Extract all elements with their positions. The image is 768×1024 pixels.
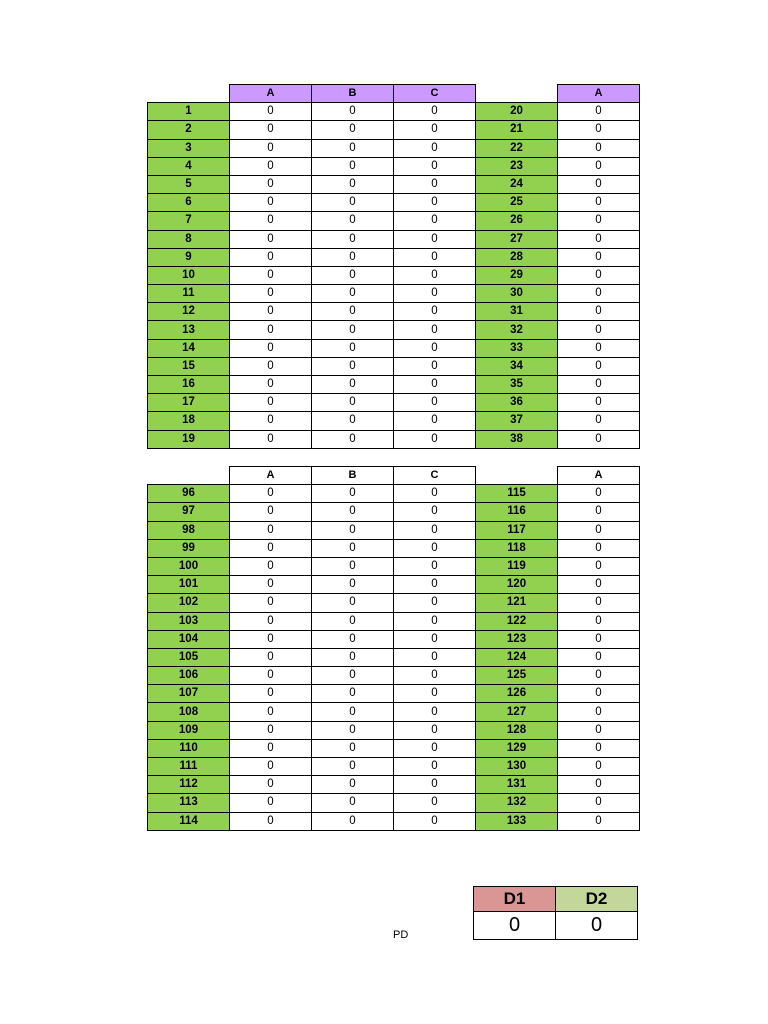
value-cell-a[interactable]: 0 xyxy=(230,285,312,303)
table-row xyxy=(148,121,640,139)
value-cell-a[interactable]: 0 xyxy=(230,539,312,557)
value-cell-a[interactable]: 0 xyxy=(230,139,312,157)
column-header-a: A xyxy=(230,467,312,485)
row-number-left: 111 xyxy=(148,758,230,776)
value-cell-b[interactable]: 0 xyxy=(312,194,394,212)
value-cell-a[interactable]: 0 xyxy=(230,394,312,412)
value-cell-c[interactable]: 0 xyxy=(394,758,476,776)
column-header-a: A xyxy=(230,85,312,103)
row-number-left: 107 xyxy=(148,685,230,703)
value-cell-a-right[interactable]: 0 xyxy=(558,230,640,248)
value-cell-a-right[interactable]: 0 xyxy=(558,430,640,448)
row-number-right: 131 xyxy=(476,776,558,794)
row-number-right: 31 xyxy=(476,303,558,321)
row-number-right: 125 xyxy=(476,667,558,685)
score-table-2 xyxy=(147,466,640,831)
value-cell-c[interactable]: 0 xyxy=(394,539,476,557)
value-cell-b[interactable]: 0 xyxy=(312,521,394,539)
value-cell-a-right[interactable]: 0 xyxy=(558,175,640,193)
table-row xyxy=(148,557,640,575)
table-row xyxy=(148,612,640,630)
row-number-right: 133 xyxy=(476,812,558,830)
value-cell-a[interactable]: 0 xyxy=(230,521,312,539)
value-cell-b[interactable]: 0 xyxy=(312,248,394,266)
row-number-right: 128 xyxy=(476,721,558,739)
row-number-right: 32 xyxy=(476,321,558,339)
d1-header: D1 xyxy=(474,887,556,912)
value-cell-b[interactable]: 0 xyxy=(312,412,394,430)
value-cell-a[interactable]: 0 xyxy=(230,103,312,121)
row-number-left: 114 xyxy=(148,812,230,830)
value-cell-a-right[interactable]: 0 xyxy=(558,357,640,375)
row-number-left: 9 xyxy=(148,248,230,266)
d2-value[interactable]: 0 xyxy=(556,912,638,940)
row-number-left: 3 xyxy=(148,139,230,157)
column-header-a-right: A xyxy=(558,85,640,103)
row-number-left: 113 xyxy=(148,794,230,812)
value-cell-a-right[interactable]: 0 xyxy=(558,266,640,284)
row-number-right: 30 xyxy=(476,285,558,303)
table-row xyxy=(148,376,640,394)
row-number-left: 109 xyxy=(148,721,230,739)
row-number-left: 17 xyxy=(148,394,230,412)
value-cell-a[interactable]: 0 xyxy=(230,321,312,339)
value-cell-a[interactable]: 0 xyxy=(230,758,312,776)
row-number-right: 27 xyxy=(476,230,558,248)
row-number-left: 105 xyxy=(148,648,230,666)
row-number-right: 24 xyxy=(476,175,558,193)
value-cell-c[interactable]: 0 xyxy=(394,321,476,339)
value-cell-a-right[interactable]: 0 xyxy=(558,557,640,575)
value-cell-b[interactable]: 0 xyxy=(312,212,394,230)
value-cell-a[interactable]: 0 xyxy=(230,648,312,666)
header-spacer xyxy=(476,467,558,485)
value-cell-c[interactable]: 0 xyxy=(394,648,476,666)
value-cell-c[interactable]: 0 xyxy=(394,212,476,230)
value-cell-c[interactable]: 0 xyxy=(394,739,476,757)
value-cell-c[interactable]: 0 xyxy=(394,594,476,612)
value-cell-c[interactable]: 0 xyxy=(394,812,476,830)
row-number-right: 127 xyxy=(476,703,558,721)
table-row xyxy=(148,321,640,339)
row-number-right: 122 xyxy=(476,612,558,630)
table-row xyxy=(148,103,640,121)
table-row xyxy=(148,212,640,230)
row-number-left: 13 xyxy=(148,321,230,339)
value-cell-b[interactable]: 0 xyxy=(312,667,394,685)
value-cell-a[interactable]: 0 xyxy=(230,794,312,812)
row-number-right: 34 xyxy=(476,357,558,375)
header-row xyxy=(148,467,640,485)
value-cell-a-right[interactable]: 0 xyxy=(558,794,640,812)
value-cell-b[interactable]: 0 xyxy=(312,339,394,357)
value-cell-c[interactable]: 0 xyxy=(394,430,476,448)
table-row xyxy=(148,139,640,157)
value-cell-b[interactable]: 0 xyxy=(312,430,394,448)
row-number-right: 29 xyxy=(476,266,558,284)
value-cell-b[interactable]: 0 xyxy=(312,594,394,612)
row-number-right: 120 xyxy=(476,576,558,594)
row-number-right: 26 xyxy=(476,212,558,230)
row-number-right: 123 xyxy=(476,630,558,648)
row-number-left: 1 xyxy=(148,103,230,121)
value-cell-a[interactable]: 0 xyxy=(230,376,312,394)
table-row xyxy=(148,776,640,794)
value-cell-b[interactable]: 0 xyxy=(312,230,394,248)
table-row xyxy=(148,503,640,521)
value-cell-a-right[interactable]: 0 xyxy=(558,612,640,630)
value-cell-c[interactable]: 0 xyxy=(394,157,476,175)
value-cell-a[interactable]: 0 xyxy=(230,266,312,284)
value-cell-a-right[interactable]: 0 xyxy=(558,812,640,830)
value-cell-c[interactable]: 0 xyxy=(394,703,476,721)
value-cell-c[interactable]: 0 xyxy=(394,630,476,648)
table-row xyxy=(148,594,640,612)
row-number-left: 2 xyxy=(148,121,230,139)
row-number-left: 106 xyxy=(148,667,230,685)
value-cell-a[interactable]: 0 xyxy=(230,485,312,503)
value-cell-a-right[interactable]: 0 xyxy=(558,721,640,739)
value-cell-a[interactable]: 0 xyxy=(230,739,312,757)
value-cell-b[interactable]: 0 xyxy=(312,758,394,776)
table-row xyxy=(148,758,640,776)
value-cell-a[interactable]: 0 xyxy=(230,430,312,448)
row-number-left: 6 xyxy=(148,194,230,212)
value-cell-a-right[interactable]: 0 xyxy=(558,485,640,503)
table-row xyxy=(148,685,640,703)
value-cell-b[interactable]: 0 xyxy=(312,557,394,575)
value-cell-a[interactable]: 0 xyxy=(230,576,312,594)
value-cell-b[interactable]: 0 xyxy=(312,630,394,648)
value-cell-c[interactable]: 0 xyxy=(394,230,476,248)
value-cell-a-right[interactable]: 0 xyxy=(558,121,640,139)
row-number-right: 38 xyxy=(476,430,558,448)
table-row xyxy=(148,630,640,648)
row-number-left: 108 xyxy=(148,703,230,721)
row-number-left: 100 xyxy=(148,557,230,575)
row-number-left: 99 xyxy=(148,539,230,557)
table-row xyxy=(148,667,640,685)
row-number-right: 129 xyxy=(476,739,558,757)
table-row xyxy=(148,430,640,448)
table-row xyxy=(148,721,640,739)
value-cell-c[interactable]: 0 xyxy=(394,721,476,739)
header-spacer xyxy=(148,85,230,103)
value-cell-a-right[interactable]: 0 xyxy=(558,739,640,757)
value-cell-b[interactable]: 0 xyxy=(312,739,394,757)
value-cell-c[interactable]: 0 xyxy=(394,303,476,321)
row-number-left: 12 xyxy=(148,303,230,321)
row-number-right: 36 xyxy=(476,394,558,412)
value-cell-a-right[interactable]: 0 xyxy=(558,248,640,266)
table-row xyxy=(148,412,640,430)
value-cell-a[interactable]: 0 xyxy=(230,557,312,575)
row-number-left: 19 xyxy=(148,430,230,448)
value-cell-a-right[interactable]: 0 xyxy=(558,503,640,521)
value-cell-c[interactable]: 0 xyxy=(394,685,476,703)
value-cell-a[interactable]: 0 xyxy=(230,594,312,612)
table-row xyxy=(148,175,640,193)
row-number-right: 23 xyxy=(476,157,558,175)
table-row xyxy=(148,794,640,812)
value-cell-a[interactable]: 0 xyxy=(230,230,312,248)
table-row xyxy=(148,230,640,248)
value-cell-b[interactable]: 0 xyxy=(312,648,394,666)
row-number-left: 5 xyxy=(148,175,230,193)
value-cell-b[interactable]: 0 xyxy=(312,266,394,284)
row-number-left: 102 xyxy=(148,594,230,612)
value-cell-c[interactable]: 0 xyxy=(394,412,476,430)
value-cell-c[interactable]: 0 xyxy=(394,576,476,594)
value-cell-b[interactable]: 0 xyxy=(312,121,394,139)
value-cell-c[interactable]: 0 xyxy=(394,194,476,212)
value-cell-a-right[interactable]: 0 xyxy=(558,139,640,157)
value-cell-b[interactable]: 0 xyxy=(312,503,394,521)
table-row xyxy=(148,521,640,539)
value-cell-b[interactable]: 0 xyxy=(312,303,394,321)
value-cell-b[interactable]: 0 xyxy=(312,285,394,303)
row-number-left: 8 xyxy=(148,230,230,248)
value-cell-a[interactable]: 0 xyxy=(230,303,312,321)
value-cell-a[interactable]: 0 xyxy=(230,157,312,175)
value-cell-a-right[interactable]: 0 xyxy=(558,758,640,776)
value-cell-a[interactable]: 0 xyxy=(230,248,312,266)
value-cell-b[interactable]: 0 xyxy=(312,321,394,339)
value-cell-a-right[interactable]: 0 xyxy=(558,594,640,612)
value-cell-c[interactable]: 0 xyxy=(394,266,476,284)
row-number-left: 10 xyxy=(148,266,230,284)
column-header-a-right: A xyxy=(558,467,640,485)
table-row xyxy=(148,739,640,757)
value-cell-a[interactable]: 0 xyxy=(230,357,312,375)
value-cell-a-right[interactable]: 0 xyxy=(558,685,640,703)
value-cell-b[interactable]: 0 xyxy=(312,685,394,703)
value-cell-b[interactable]: 0 xyxy=(312,576,394,594)
value-cell-a[interactable]: 0 xyxy=(230,612,312,630)
row-number-right: 119 xyxy=(476,557,558,575)
row-number-right: 130 xyxy=(476,758,558,776)
row-number-right: 115 xyxy=(476,485,558,503)
value-cell-a-right[interactable]: 0 xyxy=(558,285,640,303)
row-number-left: 11 xyxy=(148,285,230,303)
row-number-right: 25 xyxy=(476,194,558,212)
row-number-right: 22 xyxy=(476,139,558,157)
column-header-c: C xyxy=(394,467,476,485)
value-cell-a-right[interactable]: 0 xyxy=(558,376,640,394)
value-cell-a[interactable]: 0 xyxy=(230,721,312,739)
value-cell-a-right[interactable]: 0 xyxy=(558,212,640,230)
value-cell-a[interactable]: 0 xyxy=(230,630,312,648)
header-row xyxy=(148,85,640,103)
row-number-right: 121 xyxy=(476,594,558,612)
row-number-right: 21 xyxy=(476,121,558,139)
value-cell-c[interactable]: 0 xyxy=(394,485,476,503)
value-cell-b[interactable]: 0 xyxy=(312,357,394,375)
table-row xyxy=(148,157,640,175)
value-cell-a[interactable]: 0 xyxy=(230,339,312,357)
value-cell-b[interactable]: 0 xyxy=(312,812,394,830)
value-cell-a-right[interactable]: 0 xyxy=(558,630,640,648)
value-cell-a-right[interactable]: 0 xyxy=(558,648,640,666)
row-number-right: 118 xyxy=(476,539,558,557)
header-spacer xyxy=(476,85,558,103)
value-cell-c[interactable]: 0 xyxy=(394,103,476,121)
pd-label: PD xyxy=(393,929,409,941)
value-cell-c[interactable]: 0 xyxy=(394,357,476,375)
value-cell-a-right[interactable]: 0 xyxy=(558,539,640,557)
row-number-right: 116 xyxy=(476,503,558,521)
value-cell-a-right[interactable]: 0 xyxy=(558,103,640,121)
value-cell-b[interactable]: 0 xyxy=(312,485,394,503)
table-row xyxy=(148,357,640,375)
row-number-right: 28 xyxy=(476,248,558,266)
value-cell-c[interactable]: 0 xyxy=(394,503,476,521)
value-cell-a-right[interactable]: 0 xyxy=(558,321,640,339)
value-cell-a[interactable]: 0 xyxy=(230,175,312,193)
value-cell-b[interactable]: 0 xyxy=(312,157,394,175)
value-cell-a[interactable]: 0 xyxy=(230,194,312,212)
value-cell-b[interactable]: 0 xyxy=(312,776,394,794)
table-row xyxy=(148,266,640,284)
value-cell-a-right[interactable]: 0 xyxy=(558,576,640,594)
row-number-right: 37 xyxy=(476,412,558,430)
column-header-b: B xyxy=(312,467,394,485)
value-cell-a-right[interactable]: 0 xyxy=(558,521,640,539)
value-cell-a-right[interactable]: 0 xyxy=(558,394,640,412)
row-number-right: 132 xyxy=(476,794,558,812)
value-cell-a-right[interactable]: 0 xyxy=(558,703,640,721)
row-number-left: 98 xyxy=(148,521,230,539)
value-cell-c[interactable]: 0 xyxy=(394,776,476,794)
table-row xyxy=(148,285,640,303)
value-cell-b[interactable]: 0 xyxy=(312,703,394,721)
table-row xyxy=(148,339,640,357)
table-row xyxy=(148,576,640,594)
table-row xyxy=(148,485,640,503)
header-spacer xyxy=(148,467,230,485)
table-row xyxy=(148,303,640,321)
value-cell-b[interactable]: 0 xyxy=(312,721,394,739)
table-row xyxy=(148,539,640,557)
table-row xyxy=(148,812,640,830)
value-cell-c[interactable]: 0 xyxy=(394,521,476,539)
value-cell-a[interactable]: 0 xyxy=(230,412,312,430)
row-number-left: 18 xyxy=(148,412,230,430)
row-number-left: 16 xyxy=(148,376,230,394)
value-cell-c[interactable]: 0 xyxy=(394,339,476,357)
value-cell-b[interactable]: 0 xyxy=(312,394,394,412)
value-cell-b[interactable]: 0 xyxy=(312,539,394,557)
row-number-left: 112 xyxy=(148,776,230,794)
value-cell-c[interactable]: 0 xyxy=(394,612,476,630)
row-number-left: 14 xyxy=(148,339,230,357)
value-cell-c[interactable]: 0 xyxy=(394,175,476,193)
row-number-left: 4 xyxy=(148,157,230,175)
value-cell-c[interactable]: 0 xyxy=(394,667,476,685)
row-number-left: 15 xyxy=(148,357,230,375)
value-cell-a[interactable]: 0 xyxy=(230,776,312,794)
value-cell-b[interactable]: 0 xyxy=(312,103,394,121)
value-cell-a[interactable]: 0 xyxy=(230,121,312,139)
value-cell-a[interactable]: 0 xyxy=(230,812,312,830)
row-number-right: 126 xyxy=(476,685,558,703)
row-number-left: 97 xyxy=(148,503,230,521)
row-number-left: 104 xyxy=(148,630,230,648)
row-number-right: 20 xyxy=(476,103,558,121)
value-cell-b[interactable]: 0 xyxy=(312,612,394,630)
row-number-left: 110 xyxy=(148,739,230,757)
row-number-left: 103 xyxy=(148,612,230,630)
value-cell-c[interactable]: 0 xyxy=(394,394,476,412)
value-cell-c[interactable]: 0 xyxy=(394,285,476,303)
row-number-left: 7 xyxy=(148,212,230,230)
value-cell-c[interactable]: 0 xyxy=(394,794,476,812)
row-number-right: 33 xyxy=(476,339,558,357)
score-table-1 xyxy=(147,84,640,449)
row-number-left: 101 xyxy=(148,576,230,594)
value-cell-a-right[interactable]: 0 xyxy=(558,412,640,430)
value-cell-b[interactable]: 0 xyxy=(312,794,394,812)
row-number-right: 124 xyxy=(476,648,558,666)
value-cell-a[interactable]: 0 xyxy=(230,667,312,685)
value-cell-c[interactable]: 0 xyxy=(394,139,476,157)
value-cell-c[interactable]: 0 xyxy=(394,248,476,266)
table-row xyxy=(148,648,640,666)
value-cell-a-right[interactable]: 0 xyxy=(558,194,640,212)
table-row xyxy=(148,248,640,266)
row-number-left: 96 xyxy=(148,485,230,503)
table-row xyxy=(148,394,640,412)
value-cell-a[interactable]: 0 xyxy=(230,703,312,721)
value-cell-a-right[interactable]: 0 xyxy=(558,776,640,794)
value-cell-c[interactable]: 0 xyxy=(394,557,476,575)
table-row xyxy=(148,194,640,212)
value-cell-b[interactable]: 0 xyxy=(312,139,394,157)
summary-table xyxy=(473,886,638,940)
value-cell-a[interactable]: 0 xyxy=(230,212,312,230)
row-number-right: 35 xyxy=(476,376,558,394)
value-cell-a[interactable]: 0 xyxy=(230,685,312,703)
value-cell-c[interactable]: 0 xyxy=(394,376,476,394)
table-row xyxy=(148,703,640,721)
value-cell-a-right[interactable]: 0 xyxy=(558,667,640,685)
value-cell-b[interactable]: 0 xyxy=(312,376,394,394)
d2-header: D2 xyxy=(556,887,638,912)
value-cell-a-right[interactable]: 0 xyxy=(558,303,640,321)
column-header-c: C xyxy=(394,85,476,103)
value-cell-b[interactable]: 0 xyxy=(312,175,394,193)
d1-value[interactable]: 0 xyxy=(474,912,556,940)
value-cell-a[interactable]: 0 xyxy=(230,503,312,521)
value-cell-a-right[interactable]: 0 xyxy=(558,339,640,357)
column-header-b: B xyxy=(312,85,394,103)
value-cell-c[interactable]: 0 xyxy=(394,121,476,139)
row-number-right: 117 xyxy=(476,521,558,539)
value-cell-a-right[interactable]: 0 xyxy=(558,157,640,175)
